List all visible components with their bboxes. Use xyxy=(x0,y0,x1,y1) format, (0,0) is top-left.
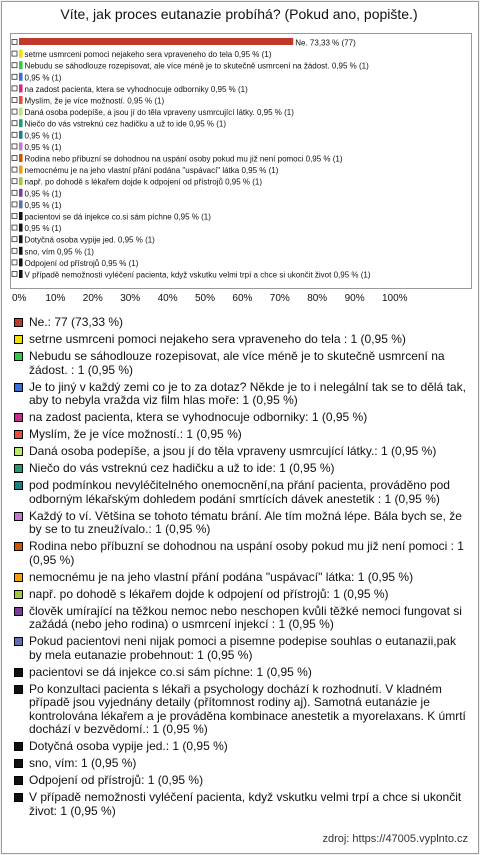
legend-item xyxy=(14,462,470,476)
legend-swatch xyxy=(14,481,23,490)
bar-chart-svg xyxy=(11,34,471,288)
bar-marker xyxy=(12,132,17,137)
legend-swatch xyxy=(14,590,23,599)
bar xyxy=(19,50,23,58)
legend-swatch xyxy=(14,352,23,361)
bar-data-label: Daná osoba podepíše, a jsou jí do těla vpraveny usmrcující látky. 0,95 % (1) xyxy=(24,108,294,118)
legend-item xyxy=(14,510,470,537)
bar-data-label: V případě nemožnosti vyléčení pacienta, když vskutku velmi trpí a chce si ukončit život 0,95 % (1) xyxy=(24,270,371,280)
bar xyxy=(19,166,23,174)
bar-data-label: setrne usmrceni pomoci nejakeho sera vpraveneho do tela 0,95 % (1) xyxy=(24,50,272,60)
bar-data-label: 0,95 % (1) xyxy=(24,73,62,83)
x-tick-label: 30% xyxy=(120,293,141,304)
legend-label: V případě nemožnosti vyléčení pacienta, když vskutku velmi trpí a chce si ukončit život: 1 (0,95 %) xyxy=(29,790,462,818)
bar-data-label: Dotyčná osoba vypije jed. 0,95 % (1) xyxy=(24,235,155,245)
bar-data-label: 0,95 % (1) xyxy=(24,200,62,210)
bar xyxy=(19,73,23,81)
x-tick-label: 20% xyxy=(82,293,103,304)
bar xyxy=(19,247,23,255)
bar xyxy=(19,38,293,45)
plot-area xyxy=(10,33,472,289)
x-tick-label: 70% xyxy=(269,293,290,304)
legend-item xyxy=(14,740,470,754)
legend-label: např. po dohodě s lékařem dojde k odpojení od přístrojů: 1 (0,95 %) xyxy=(29,586,389,601)
legend-label: sno, vím: 1 (0,95 %) xyxy=(29,756,137,770)
legend-label: Dotyčná osoba vypije jed.: 1 (0,95 %) xyxy=(29,739,228,753)
bar xyxy=(19,108,23,116)
bar-marker xyxy=(12,248,17,253)
legend-label: Je to jiný v každý zemi co je to za dotaz? Někde je to i nelegální tak se to dělá tak, aby to nebyla vražda viz film hlas moře: 1 (0,95 %) xyxy=(29,379,466,407)
bar-marker xyxy=(12,144,17,149)
bar-data-label: 0,95 % (1) xyxy=(24,224,62,234)
bar-data-label: např. po dohodě s lékařem dojde k odpojení od přístrojů 0,95 % (1) xyxy=(24,177,263,187)
bar-marker xyxy=(12,272,17,277)
legend-swatch xyxy=(14,607,23,616)
bar xyxy=(19,154,23,162)
bar-data-label: 0,95 % (1) xyxy=(24,142,62,152)
legend-swatch xyxy=(14,447,23,456)
legend-item xyxy=(14,791,470,818)
bar-data-label: na zadost pacienta, ktera se vyhodnocuje odborniky 0,95 % (1) xyxy=(24,84,248,94)
legend-item xyxy=(14,411,470,425)
legend-label: člověk umírající na těžkou nemoc nebo neschopen kvůli těžké nemoci fungovat si zažádá (nebo jeho rodina) o usmrcení injekcí : 1 (0,95 %) xyxy=(29,603,462,631)
chart-legend xyxy=(14,316,470,822)
bar xyxy=(19,119,23,127)
bar-marker xyxy=(12,225,17,230)
legend-item xyxy=(14,683,470,737)
bar-data-label: Rodina nebo příbuzní se dohodnou na uspání osoby pokud mu již není pomoci 0,95 % (1) xyxy=(24,154,343,164)
legend-label: pacientovi se dá injekce co.si sám píchne: 1 (0,95 %) xyxy=(29,664,312,679)
legend-item xyxy=(14,540,470,567)
legend-label: nemocnému je na jeho vlastní přání podána "uspávací" látka: 1 (0,95 %) xyxy=(29,569,414,584)
legend-label: Niečo do vás vstreknú cez hadičku a už to ide: 1 (0,95 %) xyxy=(29,461,335,475)
bar xyxy=(19,224,23,232)
bar-marker xyxy=(12,51,17,56)
x-tick-label: 40% xyxy=(157,293,178,304)
legend-swatch xyxy=(14,759,23,768)
bar-data-label: Ne. 73,33 % (77) xyxy=(295,38,356,48)
bar-data-label: nemocnému je na jeho vlastní přání podána "uspávací" látka 0,95 % (1) xyxy=(24,166,279,176)
bar-marker xyxy=(12,121,17,126)
bar xyxy=(19,177,23,185)
bar xyxy=(19,84,23,92)
legend-item xyxy=(14,571,470,585)
legend-label: pod podmínkou nevyléčitelného onemocnění,na přání pacienta, prováděno pod odborným lékařským dohledem podání smrtících dávek anestetik : 1 (0,95 %) xyxy=(29,478,450,506)
legend-swatch xyxy=(14,413,23,422)
x-tick-label: 80% xyxy=(307,293,328,304)
legend-item xyxy=(14,757,470,771)
legend-label: Nebudu se sáhodlouze rozepisovat, ale více méně je to skutečně usmrcení na žádost. : 1 (0,95 %) xyxy=(29,349,445,377)
bar-marker xyxy=(12,202,17,207)
bar xyxy=(19,270,23,278)
bar xyxy=(19,200,23,208)
legend-label: Daná osoba podepíše, a jsou jí do těla vpraveny usmrcující látky.: 1 (0,95 %) xyxy=(29,444,437,458)
legend-swatch xyxy=(14,776,23,785)
legend-swatch xyxy=(14,335,23,344)
legend-item xyxy=(14,316,470,330)
x-tick-label: 50% xyxy=(195,293,216,304)
bar xyxy=(19,96,23,104)
bar-data-label: Niečo do vás vstreknú cez hadičku a už to ide 0,95 % (1) xyxy=(24,119,226,129)
bar-data-label: Nebudu se sáhodlouze rozepisovat, ale více méně je to skutečně usmrcení na žádost. 0,95 % (1) xyxy=(24,61,369,71)
legend-item xyxy=(14,774,470,788)
legend-swatch xyxy=(14,573,23,582)
bar-marker xyxy=(12,179,17,184)
legend-swatch xyxy=(14,742,23,751)
legend-label: Pokud pacientovi neni nijak pomoci a pisemne podepise souhlas o eutanazii,pak by mela eutanazie probehnout: 1 (0,95 %) xyxy=(29,634,456,662)
bar xyxy=(19,235,23,243)
bar-marker xyxy=(12,86,17,91)
bar-marker xyxy=(12,214,17,219)
bar xyxy=(19,258,23,266)
legend-item xyxy=(14,588,470,602)
bar-marker xyxy=(12,167,17,172)
legend-item xyxy=(14,479,470,506)
legend-item xyxy=(14,350,470,377)
x-tick-label: 10% xyxy=(45,293,66,304)
bar-data-label: Odpojení od přístrojů 0,95 % (1) xyxy=(24,258,139,268)
legend-swatch xyxy=(14,685,23,694)
x-tick-label: 90% xyxy=(344,293,365,304)
bar-marker xyxy=(12,63,17,68)
bar-data-label: 0,95 % (1) xyxy=(24,189,62,199)
legend-item xyxy=(14,381,470,408)
legend-swatch xyxy=(14,668,23,677)
bar-marker xyxy=(12,40,17,45)
legend-label: na zadost pacienta, ktera se vyhodnocuje odborniky: 1 (0,95 %) xyxy=(29,410,368,424)
legend-swatch xyxy=(14,430,23,439)
legend-swatch xyxy=(14,637,23,646)
bar-data-label: pacientovi se dá injekce co.si sám píchne 0,95 % (1) xyxy=(24,212,211,222)
legend-label: Každý to ví. Většina se tohoto tématu brání. Ale tím možná lépe. Bála bych se, že by se to tu zneužívalo.: 1 (0,95 %) xyxy=(29,508,462,536)
x-tick-label: 0% xyxy=(12,293,27,304)
legend-swatch xyxy=(14,793,23,802)
bar xyxy=(19,131,23,139)
legend-swatch xyxy=(14,383,23,392)
bar-marker xyxy=(12,190,17,195)
chart-title: Víte, jak proces eutanazie probíhá? (Pokud ano, popište.) xyxy=(60,6,418,22)
x-tick-label: 60% xyxy=(232,293,253,304)
bar xyxy=(19,61,23,69)
bar xyxy=(19,189,23,197)
legend-item xyxy=(14,635,470,662)
legend-swatch xyxy=(14,542,23,551)
legend-label: Ne.: 77 (73,33 %) xyxy=(29,315,124,329)
bar-marker xyxy=(12,98,17,103)
bar-marker xyxy=(12,109,17,114)
bar-marker xyxy=(12,260,17,265)
legend-item xyxy=(14,445,470,459)
legend-label: Odpojení od přístrojů: 1 (0,95 %) xyxy=(29,773,204,787)
legend-swatch xyxy=(14,318,23,327)
source-note: zdroj: https://47005.vyplnto.cz xyxy=(322,833,468,845)
legend-label: setrne usmrceni pomoci nejakeho sera vpraveneho do tela : 1 (0,95 %) xyxy=(29,332,406,346)
legend-label: Rodina nebo příbuzní se dohodnou na uspání osoby pokud mu již není pomoci : 1 (0,95 %) xyxy=(29,539,464,567)
legend-label: Po konzultaci pacienta s lékaři a psychology dochází k rozhodnutí. V kladném případě jsou vyjednány detaily (přítomnost rodiny aj). Samotná eutanázie je kontrolována lékařem a je prováděna kombinace anestetik a myorelaxans. K úmrtí dochází v bezvědomí.: 1 (0,95 %) xyxy=(29,681,466,736)
bar xyxy=(19,212,23,220)
legend-item xyxy=(14,666,470,680)
legend-item xyxy=(14,333,470,347)
legend-label: Myslím, že je více možností.: 1 (0,95 %) xyxy=(29,427,242,441)
bar-data-label: 0,95 % (1) xyxy=(24,131,62,141)
bar-data-label: sno, vím 0,95 % (1) xyxy=(24,247,94,257)
bar-data-label: Myslím, že je více možností. 0,95 % (1) xyxy=(24,96,165,106)
legend-item xyxy=(14,428,470,442)
legend-item xyxy=(14,605,470,632)
bar-marker xyxy=(12,237,17,242)
bar-marker xyxy=(12,156,17,161)
legend-swatch xyxy=(14,464,23,473)
bar-marker xyxy=(12,74,17,79)
legend-swatch xyxy=(14,512,23,521)
x-tick-label: 100% xyxy=(382,293,408,304)
bar xyxy=(19,142,23,150)
